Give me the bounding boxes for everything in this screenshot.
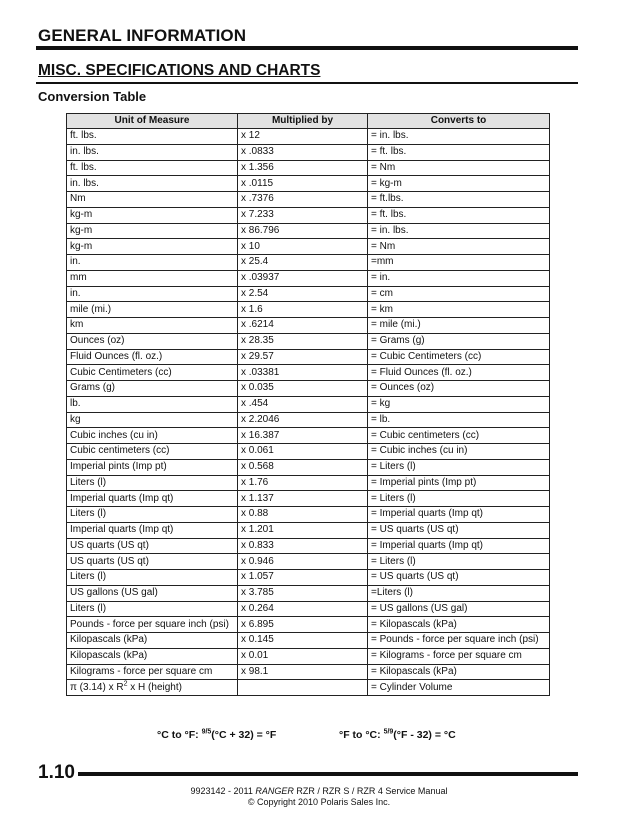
table-cell-unit: Kilograms - force per square cm: [67, 664, 238, 680]
table-cell-unit: Nm: [67, 192, 238, 208]
table-row: [67, 507, 550, 523]
table-cell-unit: Liters (l): [67, 507, 238, 523]
table-cell-multiplier: x 28.35: [238, 333, 368, 349]
table-cell-multiplier: x 2.54: [238, 286, 368, 302]
formula-rest: x H (height): [127, 681, 182, 693]
table-cell-multiplier: x 0.01: [238, 648, 368, 664]
title-rule: [36, 46, 578, 50]
table-cell-multiplier: x 1.201: [238, 522, 368, 538]
table-row: [67, 396, 550, 412]
table-cell-unit: US quarts (US qt): [67, 554, 238, 570]
table-cell-multiplier: x 0.833: [238, 538, 368, 554]
table-cell-multiplier: x 1.137: [238, 491, 368, 507]
table-row: [67, 207, 550, 223]
formula-body: (°C + 32) = °F: [211, 729, 277, 741]
table-row: [67, 176, 550, 192]
table-cell-result: = Fluid Ounces (fl. oz.): [368, 365, 550, 381]
pi-formula: π (3.14) x R: [70, 681, 124, 693]
formula-label: °F to °C:: [339, 729, 384, 741]
footer-rule: [78, 772, 578, 776]
table-cell-result: = cm: [368, 286, 550, 302]
table-cell-result: = Pounds - force per square inch (psi): [368, 633, 550, 649]
table-row: [67, 270, 550, 286]
table-cell-unit: US quarts (US qt): [67, 538, 238, 554]
table-cell-multiplier: x 1.76: [238, 475, 368, 491]
table-row: [67, 459, 550, 475]
table-cell-result: = ft. lbs.: [368, 144, 550, 160]
table-row: [67, 223, 550, 239]
table-cell-unit: Kilopascals (kPa): [67, 648, 238, 664]
table-cell-unit: in. lbs.: [67, 176, 238, 192]
table-title: Conversion Table: [38, 89, 147, 104]
table-row: [67, 522, 550, 538]
table-cell-multiplier: x .03381: [238, 365, 368, 381]
table-cell-result: = Nm: [368, 160, 550, 176]
table-row: [67, 333, 550, 349]
table-cell-result: = Cubic inches (cu in): [368, 444, 550, 460]
table-cell-multiplier: x 98.1: [238, 664, 368, 680]
table-cell-unit: Liters (l): [67, 570, 238, 586]
table-cell-unit: Imperial pints (Imp pt): [67, 459, 238, 475]
table-cell-multiplier: x .03937: [238, 270, 368, 286]
page-number: 1.10: [38, 762, 75, 783]
table-cell-result: = in. lbs.: [368, 129, 550, 145]
table-cell-result: = Cubic centimeters (cc): [368, 428, 550, 444]
table-cell-result: = kg-m: [368, 176, 550, 192]
table-row: [67, 255, 550, 271]
table-cell-result: =Liters (l): [368, 585, 550, 601]
table-cell-multiplier: x 29.57: [238, 349, 368, 365]
table-cell-multiplier: x 2.2046: [238, 412, 368, 428]
manual-name: RZR / RZR S / RZR 4 Service Manual: [293, 786, 448, 796]
table-cell-result: = Kilopascals (kPa): [368, 664, 550, 680]
table-row: [67, 570, 550, 586]
table-cell-multiplier: x 1.356: [238, 160, 368, 176]
table-cell-result: =mm: [368, 255, 550, 271]
table-row: [67, 160, 550, 176]
table-cell-unit: mile (mi.): [67, 302, 238, 318]
table-cell-result: = Imperial pints (Imp pt): [368, 475, 550, 491]
table-cell-multiplier: x .0833: [238, 144, 368, 160]
table-row: [67, 633, 550, 649]
fraction: 5/9: [383, 728, 394, 736]
table-cell-unit: Imperial quarts (Imp qt): [67, 522, 238, 538]
table-cell-unit: [67, 680, 238, 696]
table-cell-multiplier: x 0.568: [238, 459, 368, 475]
table-cell-result: = Cubic Centimeters (cc): [368, 349, 550, 365]
table-cell-multiplier: x 0.88: [238, 507, 368, 523]
table-cell-result: = Imperial quarts (Imp qt): [368, 507, 550, 523]
conversion-table: [66, 113, 550, 696]
heading-rule: [36, 82, 578, 84]
table-cell-unit: in.: [67, 286, 238, 302]
table-row: [67, 491, 550, 507]
table-cell-result: = Kilopascals (kPa): [368, 617, 550, 633]
table-cell-unit: Cubic Centimeters (cc): [67, 365, 238, 381]
table-cell-multiplier: x 1.057: [238, 570, 368, 586]
table-cell-unit: km: [67, 318, 238, 334]
table-cell-result: = ft. lbs.: [368, 207, 550, 223]
table-cell-result: = Ounces (oz): [368, 381, 550, 397]
table-cell-unit: Liters (l): [67, 601, 238, 617]
table-cell-multiplier: x .7376: [238, 192, 368, 208]
table-cell-result: = Kilograms - force per square cm: [368, 648, 550, 664]
table-cell-unit: Ounces (oz): [67, 333, 238, 349]
table-cell-unit: Grams (g): [67, 381, 238, 397]
table-row: [67, 617, 550, 633]
page-title: GENERAL INFORMATION: [38, 26, 247, 45]
table-cell-unit: kg-m: [67, 239, 238, 255]
table-cell-result: = ft.lbs.: [368, 192, 550, 208]
table-row: [67, 444, 550, 460]
table-cell-unit: ft. lbs.: [67, 129, 238, 145]
table-cell-multiplier: x 10: [238, 239, 368, 255]
table-cell-unit: ft. lbs.: [67, 160, 238, 176]
table-cell-result: = US quarts (US qt): [368, 570, 550, 586]
table-cell-result: = Cylinder Volume: [368, 680, 550, 696]
formula-body: (°F - 32) = °C: [393, 729, 456, 741]
table-cell-unit: in.: [67, 255, 238, 271]
table-row: [67, 428, 550, 444]
table-cell-result: = US gallons (US gal): [368, 601, 550, 617]
column-header-multiplier: Multiplied by: [238, 114, 368, 129]
table-row: [67, 648, 550, 664]
table-row-cylinder-volume: [67, 680, 550, 696]
table-cell-multiplier: x 0.145: [238, 633, 368, 649]
table-cell-unit: Liters (l): [67, 475, 238, 491]
table-cell-multiplier: x .454: [238, 396, 368, 412]
table-cell-result: = in.: [368, 270, 550, 286]
table-cell-result: = mile (mi.): [368, 318, 550, 334]
table-cell-multiplier: x 0.035: [238, 381, 368, 397]
table-cell-multiplier: x 0.946: [238, 554, 368, 570]
table-row: [67, 349, 550, 365]
table-cell-multiplier: [238, 680, 368, 696]
table-cell-result: = Nm: [368, 239, 550, 255]
table-row: [67, 318, 550, 334]
fahrenheit-to-celsius-formula: [339, 729, 456, 741]
column-header-unit: Unit of Measure: [67, 114, 238, 129]
table-cell-multiplier: x .6214: [238, 318, 368, 334]
table-cell-multiplier: x 16.387: [238, 428, 368, 444]
table-row: [67, 365, 550, 381]
manual-title: [0, 786, 638, 796]
table-cell-multiplier: x 86.796: [238, 223, 368, 239]
table-cell-unit: Fluid Ounces (fl. oz.): [67, 349, 238, 365]
formula-label: °C to °F:: [157, 729, 202, 741]
column-header-result: Converts to: [368, 114, 550, 129]
table-cell-result: = Liters (l): [368, 491, 550, 507]
table-cell-unit: Kilopascals (kPa): [67, 633, 238, 649]
table-cell-multiplier: x 0.264: [238, 601, 368, 617]
table-row: [67, 538, 550, 554]
table-cell-result: = in. lbs.: [368, 223, 550, 239]
table-cell-result: = US quarts (US qt): [368, 522, 550, 538]
table-cell-result: = Imperial quarts (Imp qt): [368, 538, 550, 554]
table-cell-multiplier: x 12: [238, 129, 368, 145]
table-row: [67, 412, 550, 428]
table-cell-unit: kg: [67, 412, 238, 428]
table-cell-result: = Liters (l): [368, 554, 550, 570]
table-cell-unit: kg-m: [67, 207, 238, 223]
table-cell-unit: in. lbs.: [67, 144, 238, 160]
fraction: 9/5: [201, 728, 212, 736]
table-cell-unit: lb.: [67, 396, 238, 412]
table-row: [67, 554, 550, 570]
copyright: © Copyright 2010 Polaris Sales Inc.: [247, 797, 391, 807]
table-row: [67, 239, 550, 255]
table-cell-unit: Pounds - force per square inch (psi): [67, 617, 238, 633]
table-cell-unit: US gallons (US gal): [67, 585, 238, 601]
table-row: [67, 192, 550, 208]
table-cell-multiplier: x 1.6: [238, 302, 368, 318]
table-row: [67, 144, 550, 160]
table-cell-unit: Cubic inches (cu in): [67, 428, 238, 444]
table-cell-unit: Cubic centimeters (cc): [67, 444, 238, 460]
table-row: [67, 302, 550, 318]
manual-number: 9923142 - 2011: [190, 786, 256, 796]
table-cell-unit: Imperial quarts (Imp qt): [67, 491, 238, 507]
table-row: [67, 601, 550, 617]
table-cell-unit: kg-m: [67, 223, 238, 239]
table-cell-result: = kg: [368, 396, 550, 412]
table-cell-unit: mm: [67, 270, 238, 286]
exponent: 2: [123, 680, 128, 688]
manual-model: RANGER: [255, 786, 294, 796]
table-cell-multiplier: x 25.4: [238, 255, 368, 271]
table-row: [67, 381, 550, 397]
table-header-row: [67, 114, 550, 129]
table-row: [67, 129, 550, 145]
table-cell-multiplier: x 0.061: [238, 444, 368, 460]
table-row: [67, 286, 550, 302]
table-cell-multiplier: x .0115: [238, 176, 368, 192]
table-row: [67, 664, 550, 680]
table-cell-result: = Liters (l): [368, 459, 550, 475]
table-cell-multiplier: x 3.785: [238, 585, 368, 601]
table-cell-result: = lb.: [368, 412, 550, 428]
table-row: [67, 585, 550, 601]
table-cell-multiplier: x 6.895: [238, 617, 368, 633]
celsius-to-fahrenheit-formula: [157, 729, 276, 741]
table-cell-multiplier: x 7.233: [238, 207, 368, 223]
table-cell-result: = Grams (g): [368, 333, 550, 349]
section-heading: MISC. SPECIFICATIONS AND CHARTS: [38, 62, 321, 79]
table-cell-result: = km: [368, 302, 550, 318]
table-row: [67, 475, 550, 491]
